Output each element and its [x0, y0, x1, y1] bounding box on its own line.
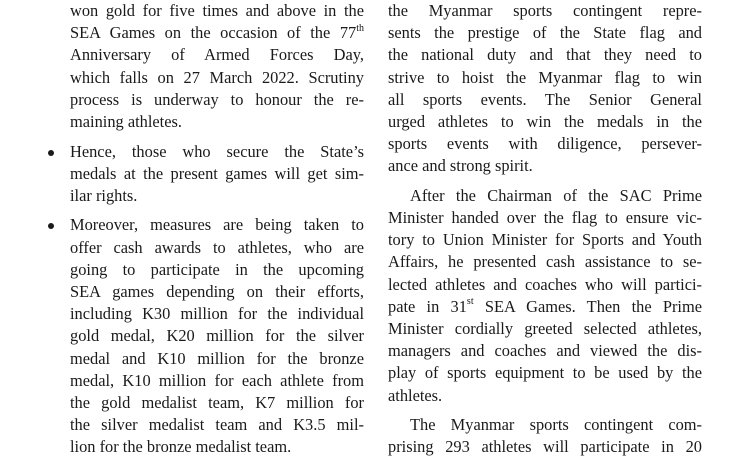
- text-line: medal, K10 million for each athlete from: [70, 370, 364, 390]
- text-line: won gold for five times and above in the: [70, 1, 364, 20]
- superscript: st: [466, 296, 474, 308]
- bullet-item: [48, 141, 364, 208]
- text-line: going to participate in the upcoming: [70, 259, 364, 279]
- text-line: [388, 296, 702, 318]
- bullet-item: [48, 214, 364, 458]
- text-line: SEA games depending on their efforts,: [70, 282, 364, 302]
- text-line-part: SEA Games on the occasion of the 77: [70, 23, 357, 43]
- text-line: including K30 million for the individual: [70, 304, 364, 324]
- text-line: prising 293 athletes will participate in 20: [388, 437, 702, 457]
- text-line: Moreover, measures are being taken to: [70, 215, 364, 235]
- text-line: managers and coaches and viewed the dis-: [388, 341, 702, 361]
- paragraph: [388, 414, 702, 458]
- text-line: Hence, those who secure the State’s: [70, 141, 364, 161]
- left-column: [48, 0, 364, 459]
- text-line: process is underway to honour the re-: [70, 89, 364, 109]
- text-line-part: SEA Games. Then the Prime: [473, 296, 703, 316]
- text-line: sents the prestige of the State flag and: [388, 23, 702, 43]
- text-line: maining athletes.: [70, 111, 182, 131]
- text-line: the gold medalist team, K7 million for: [70, 392, 364, 412]
- text-line: lion for the bronze medalist team.: [70, 437, 292, 457]
- right-column: [388, 0, 702, 459]
- text-line-part: pate in 31: [388, 296, 467, 316]
- text-line: Anniversary of Armed Forces Day,: [70, 45, 364, 65]
- text-line: the national duty and that they need to: [388, 45, 702, 65]
- text-line: the Myanmar sports contingent repre-: [388, 1, 702, 20]
- paragraph: [388, 0, 702, 178]
- text-line: all sports events. The Senior General: [388, 89, 702, 109]
- text-line: the silver medalist team and K3.5 mil-: [70, 415, 364, 435]
- text-line: play of sports equipment to be used by the: [388, 363, 702, 383]
- text-line: athletes.: [388, 385, 443, 405]
- continuation-paragraph: [48, 0, 364, 133]
- text-line: offer cash awards to athletes, who are: [70, 237, 364, 257]
- paragraph: [388, 185, 702, 407]
- text-line: strive to hoist the Myanmar flag to win: [388, 67, 702, 87]
- text-line: Minister handed over the flag to ensure vic-: [388, 208, 702, 228]
- text-line: Minister cordially greeted selected athletes,: [388, 319, 702, 339]
- text-line: gold medal, K20 million for the silver: [70, 326, 364, 346]
- superscript: th: [356, 22, 364, 34]
- text-line: The Myanmar sports contingent com-: [410, 415, 702, 435]
- text-line: medal and K10 million for the bronze: [70, 348, 364, 368]
- text-line: [48, 22, 364, 44]
- text-line: ilar rights.: [70, 185, 138, 205]
- text-line: After the Chairman of the SAC Prime: [410, 185, 702, 205]
- text-line: sports events with diligence, persever-: [388, 134, 702, 154]
- text-line: which falls on 27 March 2022. Scrutiny: [70, 67, 364, 87]
- text-line: medals at the present games will get sim-: [70, 163, 364, 183]
- text-line: ance and strong spirit.: [388, 156, 533, 176]
- text-line: Affairs, he presented cash assistance to se-: [388, 252, 702, 272]
- text-line: tory to Union Minister for Sports and Youth: [388, 230, 702, 250]
- text-line: urged athletes to win the medals in the: [388, 111, 702, 131]
- text-line: lected athletes and coaches who will partici-: [388, 274, 702, 294]
